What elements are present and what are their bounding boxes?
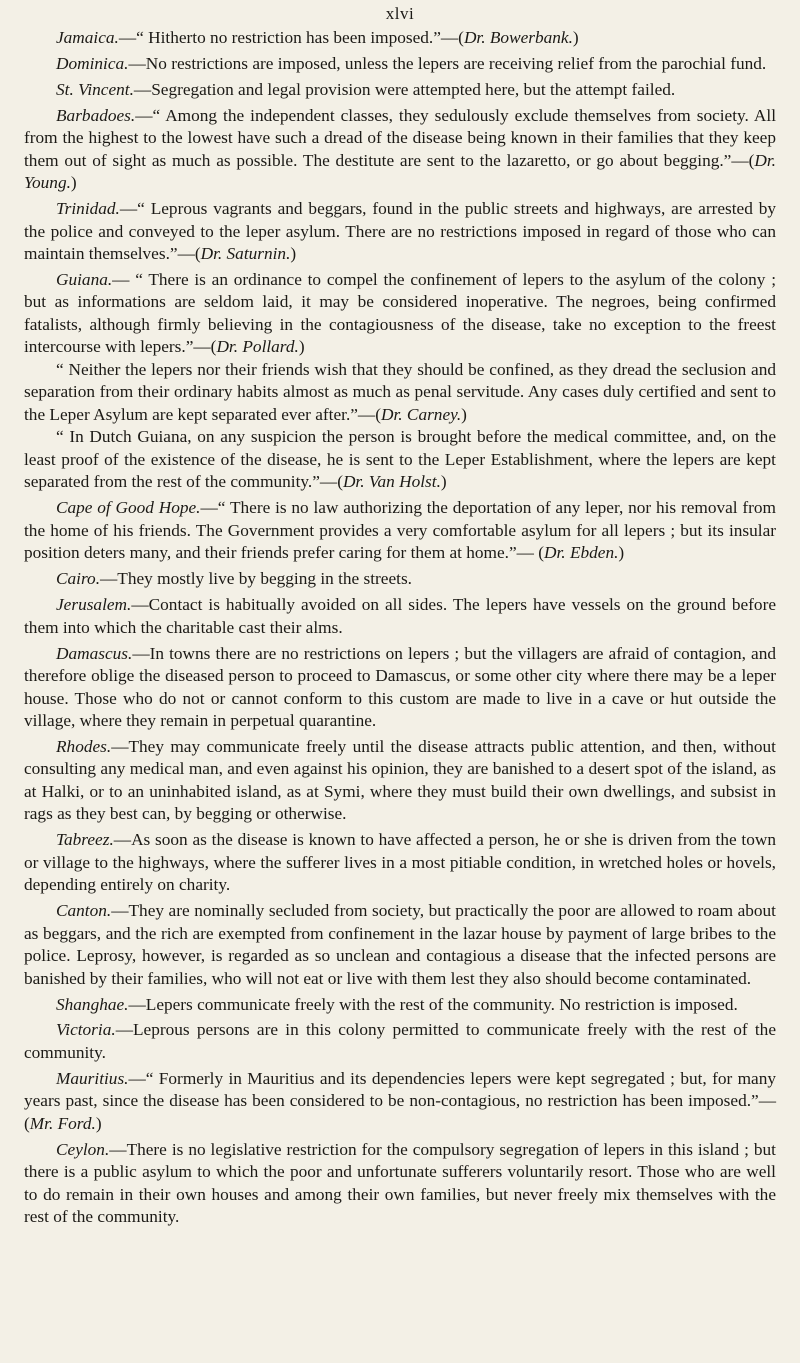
entry-cairo xyxy=(24,568,776,591)
close-paren: ) xyxy=(95,1113,102,1133)
place-name: Jerusalem. xyxy=(56,595,132,615)
place-name: Damascus. xyxy=(56,643,133,663)
entry-ceylon xyxy=(24,1139,776,1229)
entry-text: —In towns there are no restrictions on lepers ; but the villagers are afraid of contagion, and therefore oblige the diseased person to proceed to Damascus, or some other city where there may be a leper house. Those who do not or cannot conform to this custom are made to live in a cave or hut outside the village, where they remain in perpetual quarantine. xyxy=(24,643,776,731)
entry-dominica xyxy=(24,53,776,76)
place-name: Canton. xyxy=(56,901,112,921)
entry-dutch-guiana xyxy=(24,426,776,494)
entry-text: —“ Hitherto no restriction has been imposed.”—( xyxy=(118,28,464,47)
close-paren: ) xyxy=(298,337,305,357)
entry-st-vincent xyxy=(24,79,776,102)
entry-damascus xyxy=(24,643,776,733)
entry-trinidad xyxy=(24,198,776,266)
entry-shanghae xyxy=(24,994,776,1017)
close-paren: ) xyxy=(461,404,467,424)
author-credit: Dr. Young. xyxy=(24,150,776,193)
entry-text: —Lepers communicate freely with the rest of the community. No restriction is imposed. xyxy=(128,994,738,1014)
entry-text: — “ There is an ordinance to compel the confinement of lepers to the asylum of the colony ; but as informations are seldom laid, it may be considered inoperative. The negroes, being confirmed fatalists, although firmly believing in the contagiousness of the disease, take no exception to the freest intercourse with lepers.”—( xyxy=(24,269,776,357)
entry-text: —No restrictions are imposed, unless the lepers are receiving relief from the parochial fund. xyxy=(128,53,767,73)
entry-text: —Contact is habitually avoided on all sides. The lepers have vessels on the ground before them into which the charitable cast their alms. xyxy=(24,595,776,637)
entry-text: —“ Among the independent classes, they sedulously exclude themselves from society. All from the highest to the lowest have such a dread of the disease being known in their families that they keep them out of sight as much as possible. The destitute are sent to the lazaretto, or go about begging.”—( xyxy=(24,105,776,170)
place-name: St. Vincent. xyxy=(56,79,134,99)
entry-victoria xyxy=(24,1019,776,1064)
place-name: Barbadoes. xyxy=(56,105,136,125)
entry-text: —As soon as the disease is known to have affected a person, he or she is driven from the town or village to the highways, where the sufferer lives in a most pitiable condition, in wretched holes or hovels, depending entirely on charity. xyxy=(24,830,776,895)
entry-guiana-carney xyxy=(24,359,776,427)
author-credit: Mr. Ford. xyxy=(29,1113,96,1133)
place-name: Ceylon. xyxy=(56,1139,110,1159)
close-paren: ) xyxy=(70,173,77,193)
entry-jerusalem xyxy=(24,594,776,639)
entry-tabreez xyxy=(24,829,776,897)
place-name: Guiana. xyxy=(56,269,113,289)
place-name: Tabreez. xyxy=(56,830,114,850)
place-name: Cape of Good Hope. xyxy=(56,498,201,518)
place-name: Shanghae. xyxy=(56,994,129,1014)
place-name: Cairo. xyxy=(56,569,101,589)
entry-rhodes xyxy=(24,736,776,826)
author-credit: Dr. Van Holst. xyxy=(342,472,441,492)
close-paren: ) xyxy=(618,543,625,563)
entry-jamaica xyxy=(24,27,776,50)
author-credit: Dr. Ebden. xyxy=(544,543,619,563)
entry-text: “ In Dutch Guiana, on any suspicion the person is brought before the medical committee, and, on the least proof of the existence of the disease, he is sent to the Leper Establishment, where the lepers are kept separated from the rest of the community.”—( xyxy=(24,427,776,492)
author-credit: Dr. Saturnin. xyxy=(200,244,291,264)
entry-canton xyxy=(24,900,776,990)
place-name: Trinidad. xyxy=(56,199,120,219)
entry-mauritius xyxy=(24,1068,776,1136)
entry-text: —“ There is no law authorizing the deportation of any leper, nor his removal from the home of his friends. The Government provides a very comfortable asylum for all lepers ; but its insular position deters many, and their friends prefer caring for them at home.”— ( xyxy=(24,498,776,563)
entry-guiana xyxy=(24,269,776,359)
author-credit: Dr. Pollard. xyxy=(216,337,299,357)
place-name: Victoria. xyxy=(56,1020,116,1040)
entry-barbadoes xyxy=(24,105,776,195)
entry-text: —“ Formerly in Mauritius and its dependencies lepers were kept segregated ; but, for many years past, since the disease has been considered to be non-contagious, no restriction has been imposed.”—( xyxy=(24,1068,776,1133)
place-name: Rhodes. xyxy=(56,736,112,756)
entry-text: “ Neither the lepers nor their friends wish that they should be confined, as they dread the seclusion and separation from their ordinary habits almost as much as penal servitude. Any cases duly certified and sent to the Leper Asylum are kept separated ever after.”—( xyxy=(24,359,776,424)
entry-text: —They mostly live by begging in the streets. xyxy=(100,569,412,589)
page-number: xlvi xyxy=(385,4,415,23)
entry-text: —There is no legislative restriction for the compulsory segregation of lepers in this island ; but there is a public asylum to which the poor and unfortunate sufferers voluntarily resort. Those who are well to do remain in their own houses and among their own families, but never freely mix themselves with the rest of the community. xyxy=(24,1139,776,1227)
entry-text: —Segregation and legal provision were attempted here, but the attempt failed. xyxy=(133,79,676,99)
close-paren: ) xyxy=(572,28,579,47)
close-paren: ) xyxy=(290,244,297,264)
entry-text: —“ Leprous vagrants and beggars, found in the public streets and highways, are arrested by the police and conveyed to the leper asylum. There are no restrictions imposed in regard of those who can maintain themselves.”—( xyxy=(24,199,776,264)
place-name: Jamaica. xyxy=(56,28,119,47)
entry-cape-of-good-hope xyxy=(24,497,776,565)
author-credit: Dr. Bowerbank. xyxy=(463,28,573,47)
place-name: Dominica. xyxy=(56,53,129,73)
entry-text: —They may communicate freely until the disease attracts public attention, and then, without consulting any medical man, and even against his opinion, they are banished to a desert spot of the island, as at Halki, or to an uninhabited island, as at Symi, where they must build their own dwellings, and subsist in rags as they best can, by begging or otherwise. xyxy=(24,736,776,824)
place-name: Mauritius. xyxy=(56,1068,129,1088)
body-text xyxy=(24,27,776,1232)
close-paren: ) xyxy=(440,472,447,492)
author-credit: Dr. Carney. xyxy=(380,404,462,424)
entry-text: —They are nominally secluded from society, but practically the poor are allowed to roam about as beggars, and the rich are exempted from confinement in the lazar house by payment of large bribes to the police. Leprosy, however, is regarded as so unclean and contagious a disease that the infected persons are banished by their families, who will not eat or live with them lest they also should become contaminated. xyxy=(24,901,776,988)
entry-text: —Leprous persons are in this colony permitted to communicate freely with the rest of the community. xyxy=(24,1020,776,1062)
